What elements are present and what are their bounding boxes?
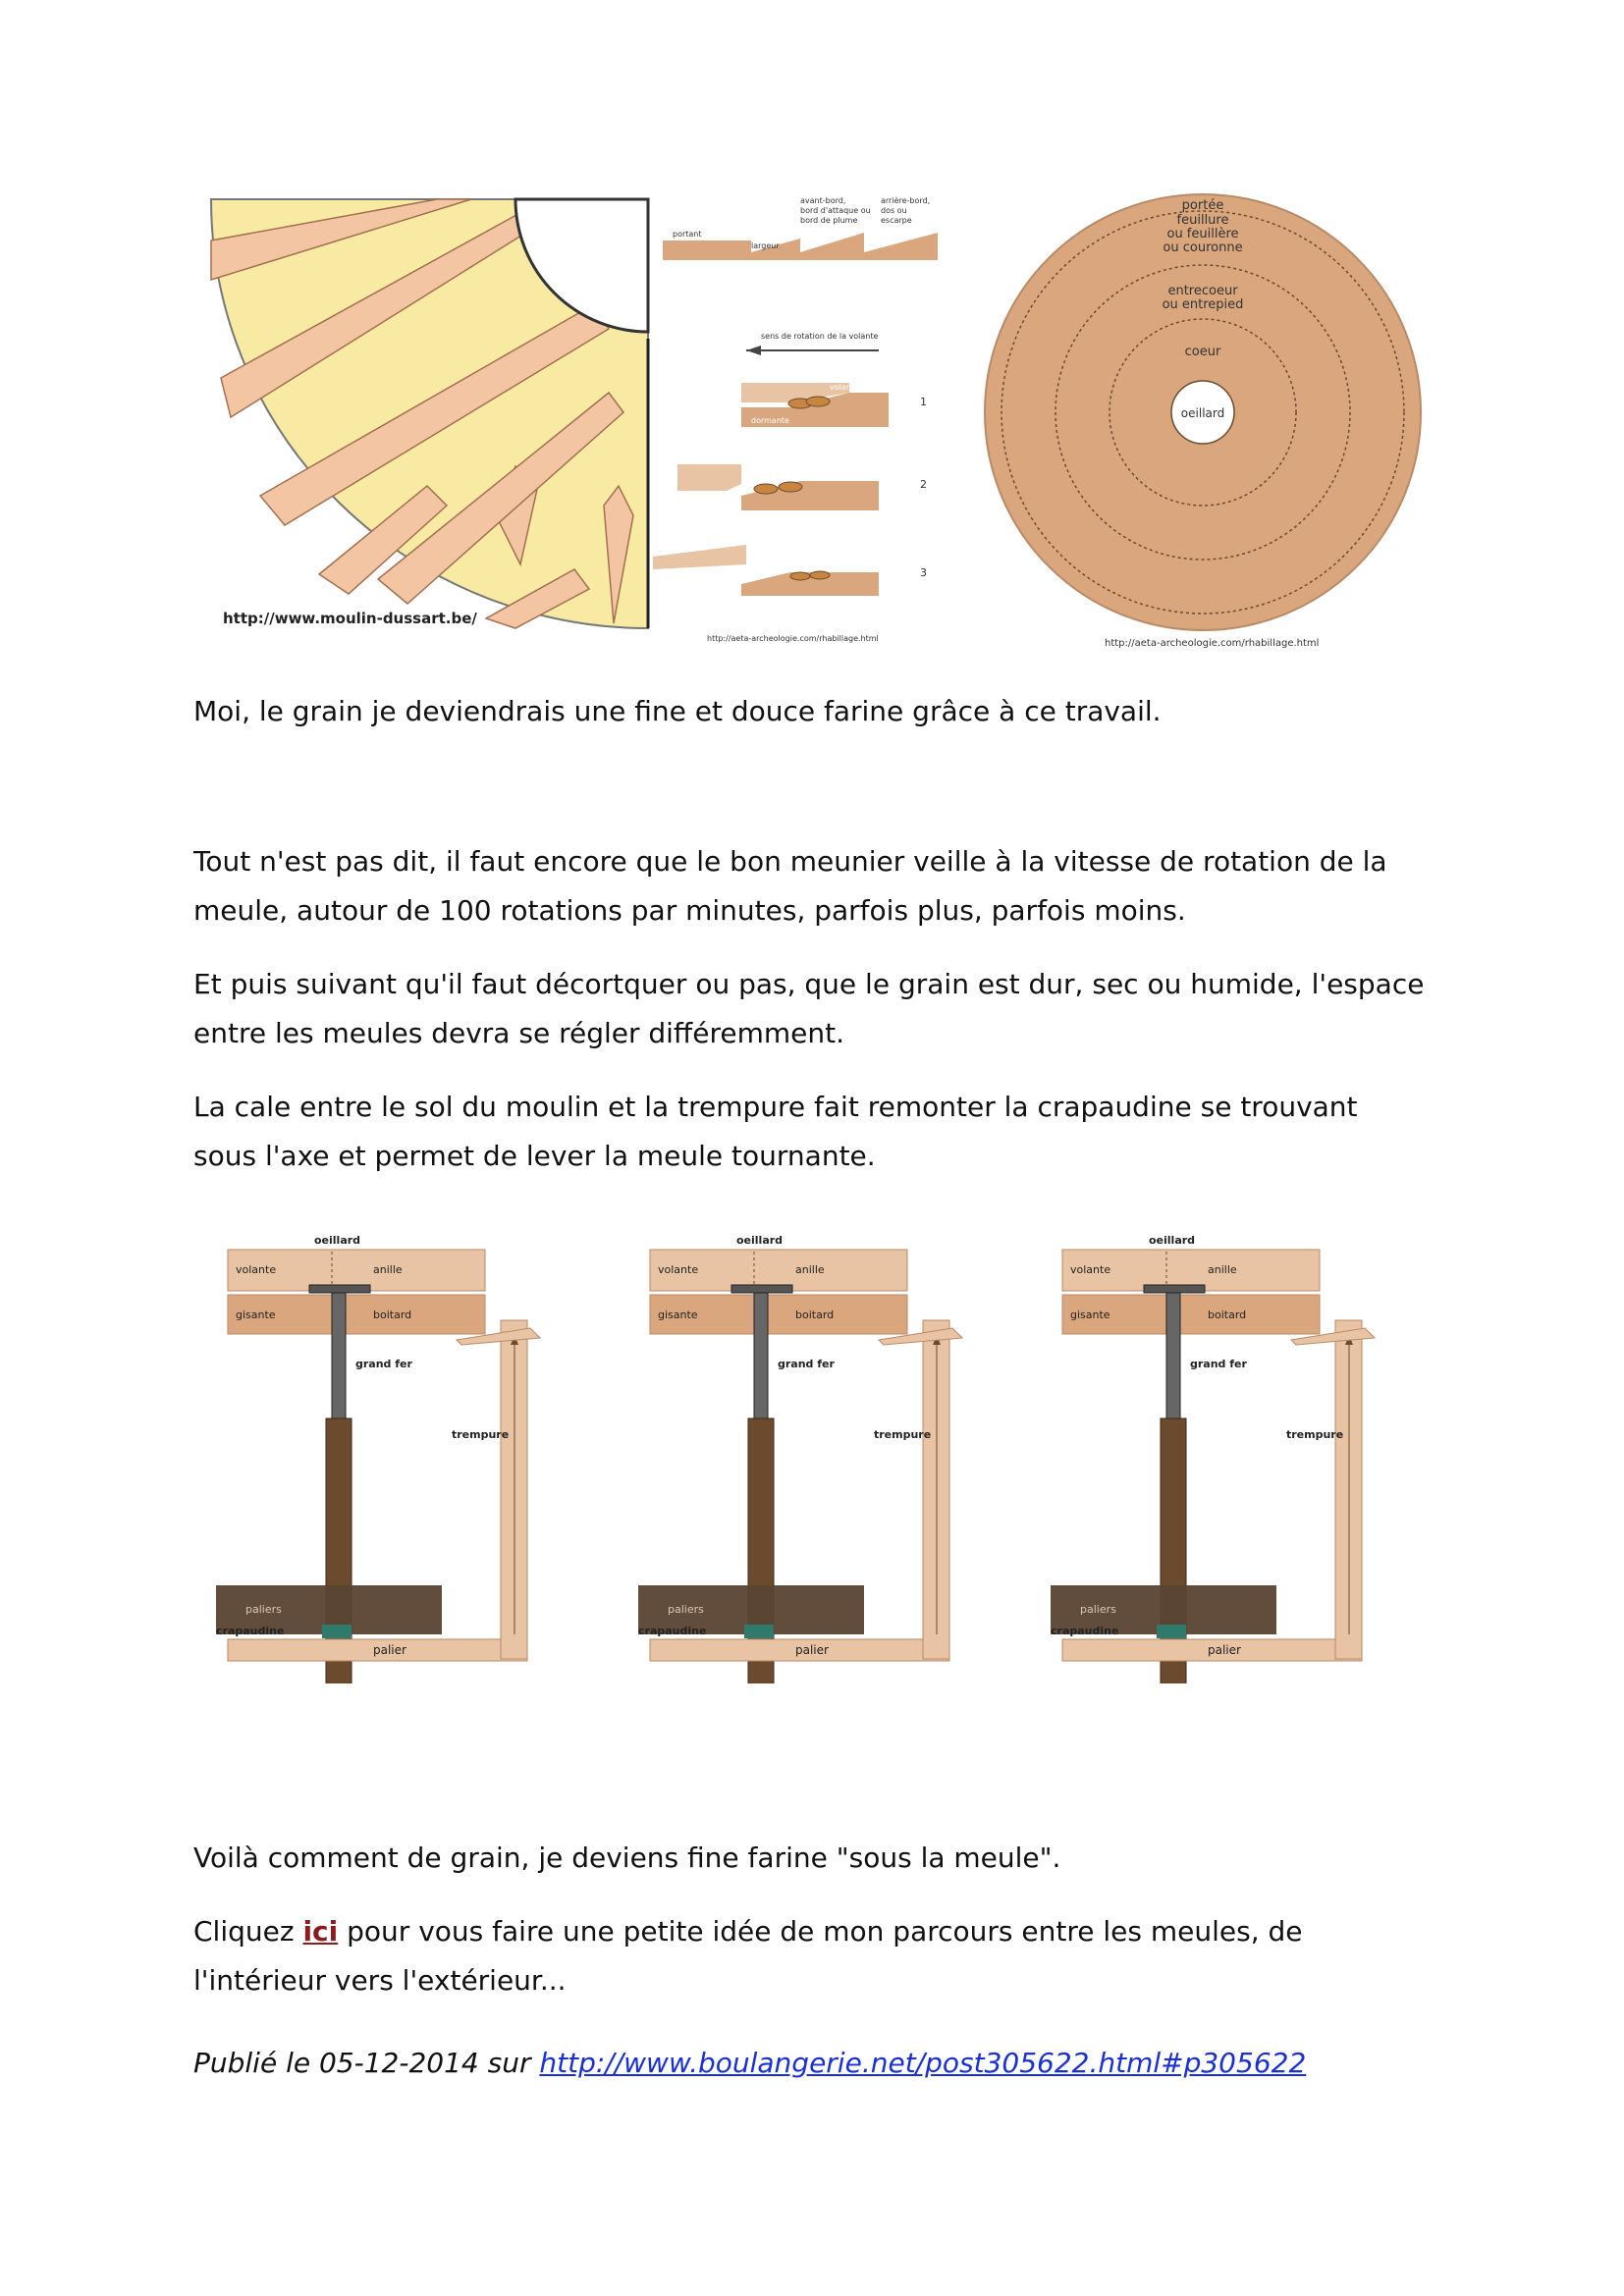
mill-3-label-crapaudine: crapaudine	[1051, 1625, 1119, 1637]
mill-1-label-paliers: paliers	[245, 1603, 282, 1616]
label-entrecoeur: entrecoeur	[1167, 284, 1238, 298]
mill-1-label-gisante: gisante	[236, 1308, 276, 1321]
label-escarpe: escarpe	[881, 216, 912, 225]
mill-2-label-gisante: gisante	[658, 1308, 698, 1321]
label-feuillure: feuillure	[1176, 213, 1229, 228]
mill-3-label-paliers: paliers	[1080, 1603, 1116, 1616]
paragraph-6-line-1	[193, 1907, 1303, 1956]
mill-3-label-palier: palier	[1208, 1643, 1241, 1657]
label-avant-bord: avant-bord,	[800, 196, 846, 205]
mill-3-label-grand-fer: grand fer	[1190, 1358, 1247, 1370]
paragraph-5: Voilà comment de grain, je deviens fine farine "sous la meule".	[193, 1842, 1061, 1874]
paragraph-3-line-1: Et puis suivant qu'il faut décortquer ou pas, que le grain est dur, sec ou humide, l'espace	[193, 968, 1425, 1000]
label-dos: dos ou	[881, 206, 907, 215]
footer-source-link[interactable]: http://www.boulangerie.net/post305622.html#p305622	[539, 2047, 1307, 2079]
mill-2-label-oeillard: oeillard	[736, 1234, 784, 1247]
rotation-caption: sens de rotation de la volante	[761, 332, 879, 341]
mill-3-label-volante: volante	[1070, 1263, 1111, 1276]
paragraph-4-line-2: sous l'axe et permet de lever la meule tournante.	[193, 1140, 876, 1172]
mill-2-label-crapaudine: crapaudine	[638, 1625, 707, 1637]
label-bord-attaque: bord d'attaque ou	[800, 206, 871, 215]
dressing-profile-diagrams	[653, 195, 938, 643]
mill-2-label-boitard: boitard	[795, 1308, 835, 1321]
label-oeillard: oeillard	[1180, 406, 1225, 420]
paragraph-2-line-2: meule, autour de 100 rotations par minutes, parfois plus, parfois moins.	[193, 894, 1186, 927]
label-coeur: coeur	[1184, 345, 1221, 359]
mill-1-label-palier: palier	[373, 1643, 406, 1657]
paragraph-6-line-2: l'intérieur vers l'extérieur...	[193, 1964, 567, 1997]
label-portant: portant	[673, 230, 702, 239]
step-3-number: 3	[920, 566, 927, 579]
mill-2-label-grand-fer: grand fer	[778, 1358, 835, 1370]
label-ou-feuillere: ou feuillère	[1166, 227, 1239, 241]
step1-volante-label: volante	[830, 383, 859, 392]
mill-1-label-oeillard: oeillard	[314, 1234, 361, 1247]
publication-footer	[193, 2047, 1306, 2079]
step1-dormante-label: dormante	[751, 416, 789, 425]
right-credit: http://aeta-archeologie.com/rhabillage.html	[1105, 638, 1320, 649]
mill-1-label-crapaudine: crapaudine	[216, 1625, 285, 1637]
left-credit: http://www.moulin-dussart.be/	[223, 610, 477, 627]
mill-1-label-boitard: boitard	[373, 1308, 412, 1321]
mill-3-label-anille: anille	[1208, 1263, 1237, 1276]
paragraph-6-suffix: pour vous faire une petite idée de mon parcours entre les meules, de	[338, 1915, 1303, 1948]
label-ou-entrepied: ou entrepied	[1162, 297, 1244, 312]
label-arriere-bord: arrière-bord,	[881, 196, 931, 205]
middle-credit: http://aeta-archeologie.com/rhabillage.html	[707, 634, 879, 643]
quarter-millstone-drawing	[211, 199, 648, 628]
mill-2-label-palier: palier	[795, 1643, 829, 1657]
mill-1-label-anille: anille	[373, 1263, 403, 1276]
ici-link[interactable]: ici	[302, 1915, 339, 1948]
mill-2-label-paliers: paliers	[668, 1603, 704, 1616]
paragraph-2-line-1: Tout n'est pas dit, il faut encore que le bon meunier veille à la vitesse de rotation de la	[193, 845, 1387, 878]
label-ou-couronne: ou couronne	[1163, 240, 1243, 255]
mill-2-label-trempure: trempure	[874, 1428, 932, 1441]
mill-3-label-gisante: gisante	[1070, 1308, 1110, 1321]
paragraph-6-prefix: Cliquez	[193, 1915, 303, 1948]
mill-1-label-volante: volante	[236, 1263, 277, 1276]
step-2-number: 2	[920, 478, 927, 491]
paragraph-1: Moi, le grain je deviendrais une fine et douce farine grâce à ce travail.	[193, 695, 1162, 727]
paragraph-4-line-1: La cale entre le sol du moulin et la trempure fait remonter la crapaudine se trouvant	[193, 1091, 1358, 1123]
millstone-dressing-figure	[201, 191, 1443, 658]
mill-3-label-oeillard: oeillard	[1149, 1234, 1196, 1247]
label-portee: portée	[1181, 198, 1224, 213]
mill-2-label-volante: volante	[658, 1263, 699, 1276]
mill-1-label-trempure: trempure	[452, 1428, 510, 1441]
mill-1-label-grand-fer: grand fer	[355, 1358, 412, 1370]
mill-adjustment-figure	[216, 1222, 1429, 1683]
millstone-zones-diagram	[985, 194, 1421, 649]
footer-prefix: Publié le 05-12-2014 sur	[193, 2047, 540, 2079]
paragraph-3-line-2: entre les meules devra se régler différemment.	[193, 1017, 844, 1049]
mill-adjustment-svg	[216, 1222, 1429, 1683]
step-1-number: 1	[920, 396, 927, 408]
label-bord-plume: bord de plume	[800, 216, 858, 225]
label-largeur: largeur	[751, 241, 780, 250]
mill-3-label-trempure: trempure	[1286, 1428, 1344, 1441]
mill-2-label-anille: anille	[795, 1263, 825, 1276]
mill-3-label-boitard: boitard	[1208, 1308, 1247, 1321]
millstone-dressing-svg	[201, 191, 1443, 658]
